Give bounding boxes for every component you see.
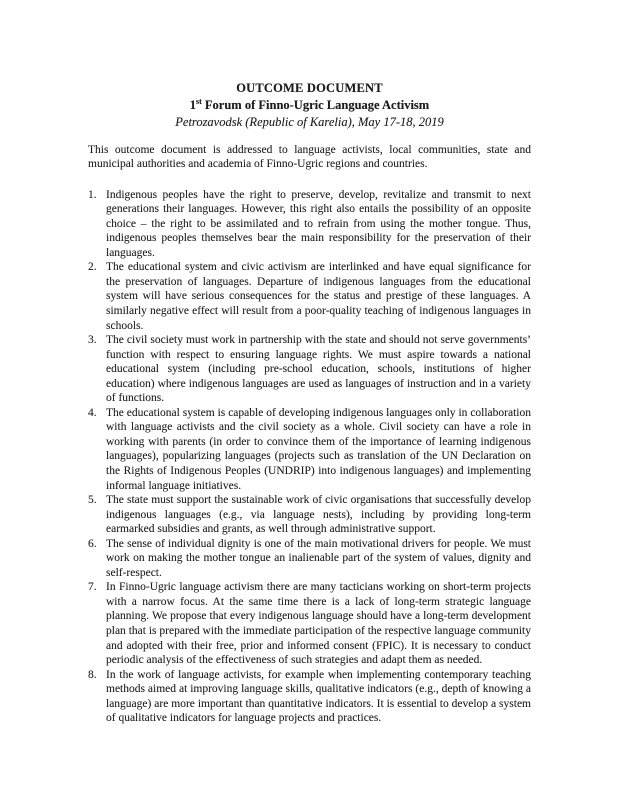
intro-paragraph: This outcome document is addressed to language activists, local communities, state and municipal authorities and academia of Finno-Ugric regions and countries. (88, 144, 531, 171)
list-item-number: 3. (88, 334, 97, 347)
list-item (88, 188, 531, 261)
list-item-text: In Finno-Ugric language activism there are many tacticians working on short-term projects with a narrow focus. At the same time there is a lack of long-term strategic language planning. We propose that every indigenous language should have a long-term development plan that is prepared with the immediate participation of the respective language community and adopted with their free, prior and informed consent (FPIC). It is necessary to conduct periodic analysis of the effectiveness of such strategies and adapt them as needed. (106, 581, 531, 667)
list-item (88, 580, 531, 667)
list-item (88, 668, 531, 726)
list-item-text: The sense of individual dignity is one of the main motivational drivers for people. We must work on making the mother tongue an inalienable part of the system of values, dignity and self-respect. (106, 537, 531, 579)
list-item-text: Indigenous peoples have the right to preserve, develop, revitalize and transmit to next generations their languages. However, this right also entails the possibility of an opposite choice – the right to be assimilated and to refrain from using the mother tongue. Thus, indigenous peoples themselves bear the main responsibility for the preservation of their languages. (106, 188, 531, 259)
list-item (88, 333, 531, 406)
list-item-text: The civil society must work in partnership with the state and should not serve governments’ function with respect to ensuring language rights. We must aspire towards a national educational system (including pre-school education, schools, institutions of higher education) where indigenous languages are used as languages of instruction and in a variety of functions. (106, 334, 531, 405)
list-item-number: 6. (88, 537, 97, 550)
list-item-number: 8. (88, 668, 97, 681)
list-item (88, 537, 531, 581)
forum-ordinal-suffix: st (196, 96, 202, 106)
list-item (88, 493, 531, 537)
list-item-text: In the work of language activists, for example when implementing contemporary teaching methods aimed at improving language skills, qualitative indicators (e.g., depth of knowing a language) are more important than quantitative indicators. It is essential to develop a system of qualitative indicators for language projects and practices. (106, 668, 531, 725)
forum-number: 1 (189, 98, 197, 112)
list-item-number: 4. (88, 406, 97, 419)
list-item-text: The educational system is capable of developing indigenous languages only in collaboration with language activists and the civil society as a whole. Civil society can have a role in working with parents (in order to convince them of the importance of learning indigenous languages), popularizing languages (projects such as translation of the UN Declaration on the Rights of Indigenous Peoples (UNDRIP) into indigenous languages) and implementing informal language initiatives. (106, 406, 531, 492)
list-item (88, 406, 531, 493)
list-item-number: 7. (88, 581, 97, 594)
list-item-text: The educational system and civic activism are interlinked and have equal significance for the preservation of languages. Departure of indigenous languages from the educational system will have serious consequences for the status and prestige of these languages. A similarly negative effect will result from a poor-quality teaching of indigenous languages in schools. (106, 261, 531, 332)
document-title: OUTCOME DOCUMENT (236, 81, 383, 95)
document-subtitle (88, 97, 531, 114)
list-item-number: 2. (88, 261, 97, 274)
venue-date-line: Petrozavodsk (Republic of Karelia), May 17-18, 2019 (175, 115, 444, 129)
list-item (88, 260, 531, 333)
forum-title-rest: Forum of Finno-Ugric Language Activism (201, 98, 430, 112)
numbered-list (88, 188, 531, 726)
list-item-text: The state must support the sustainable work of civic organisations that successfully develop indigenous languages (e.g., via language nests), including by providing long-term earmarked subsidies and grants, as well through administrative support. (106, 494, 531, 536)
list-item-number: 1. (88, 188, 97, 201)
list-item-number: 5. (88, 494, 97, 507)
